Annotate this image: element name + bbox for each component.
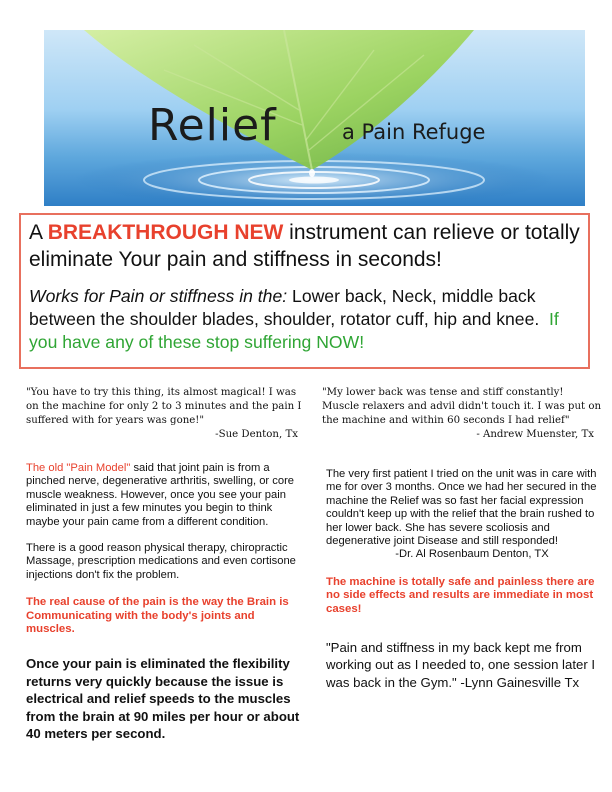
pain-model-label: The old "Pain Model" — [26, 462, 131, 474]
headline-accent: BREAKTHROUGH NEW — [47, 221, 284, 244]
works-for-list — [29, 285, 580, 354]
right-column — [322, 386, 602, 691]
patient-story-paragraph: The very first patient I tried on the unit was in care with me for over 3 months. Once we had her secured in the machine the Relief was so fast her facial expression couldn't keep up with the relief that the brain rushed to her lower back. She has severe scoliosis and degenerative joint Disease and still responded! — [326, 468, 597, 548]
brand-title: Relief — [148, 100, 277, 151]
testimonial-sue: "You have to try this thing, its almost magical! I was on the machine for only 2 to 3 minutes and the pain I suffered with for years was gone!" — [26, 387, 302, 426]
headline — [29, 219, 580, 273]
headline-rest: instrument can relieve or totally eliminate Your pain and stiffness in seconds! — [29, 221, 580, 271]
left-column — [26, 386, 306, 743]
works-label: Works for Pain or stiffness in the: — [29, 286, 288, 306]
testimonial-andrew-attr: - Andrew Muenster, Tx — [476, 429, 594, 440]
brand-subtitle: a Pain Refuge — [342, 120, 486, 144]
works-list: Lower back, Neck, middle back between the shoulder blades, shoulder, rotator cuff, hip and knee. — [29, 286, 540, 329]
pain-model-paragraph — [26, 462, 306, 529]
works-cta: If you have any of these stop suffering NOW! — [29, 309, 559, 352]
testimonial-sue-attr: -Sue Denton, Tx — [215, 429, 298, 440]
leaf-water-illustration — [44, 30, 585, 206]
headline-prefix: A — [29, 221, 48, 244]
safety-paragraph: The machine is totally safe and painless there are no side effects and results are immediate in most cases! — [326, 575, 595, 616]
testimonial-andrew: "My lower back was tense and stiff constantly! Muscle relaxers and advil didn't touch it. I was put on the machine and within 60 seconds I had relief" — [322, 387, 602, 426]
flexibility-paragraph: Once your pain is eliminated the flexibility returns very quickly because the issue is electrical and relief speeds to the muscles from the brain at 90 miles per hour or about 40 meters per second. — [26, 656, 300, 742]
pain-model-text: said that joint pain is from a pinched nerve, degenerative arthritis, swelling, or core muscle weakness. However, once you see your pain eliminated in just a few minutes you begin to think maybe your pain came from a different condition. — [26, 462, 295, 528]
real-cause-paragraph: The real cause of the pain is the way the Brain is Communicating with the body's joints and muscles. — [26, 596, 289, 636]
banner — [44, 30, 585, 206]
gym-testimonial: "Pain and stiffness in my back kept me from working out as I needed to, one session later I was back in the Gym." -Lynn Gainesville Tx — [326, 639, 596, 690]
headline-box — [19, 213, 590, 369]
patient-story-attr: -Dr. Al Rosenbaum Denton, TX — [395, 548, 549, 561]
reason-paragraph: There is a good reason physical therapy, chiropractic Massage, prescription medications and even cortisone injections don't fix the problem. — [26, 542, 296, 581]
